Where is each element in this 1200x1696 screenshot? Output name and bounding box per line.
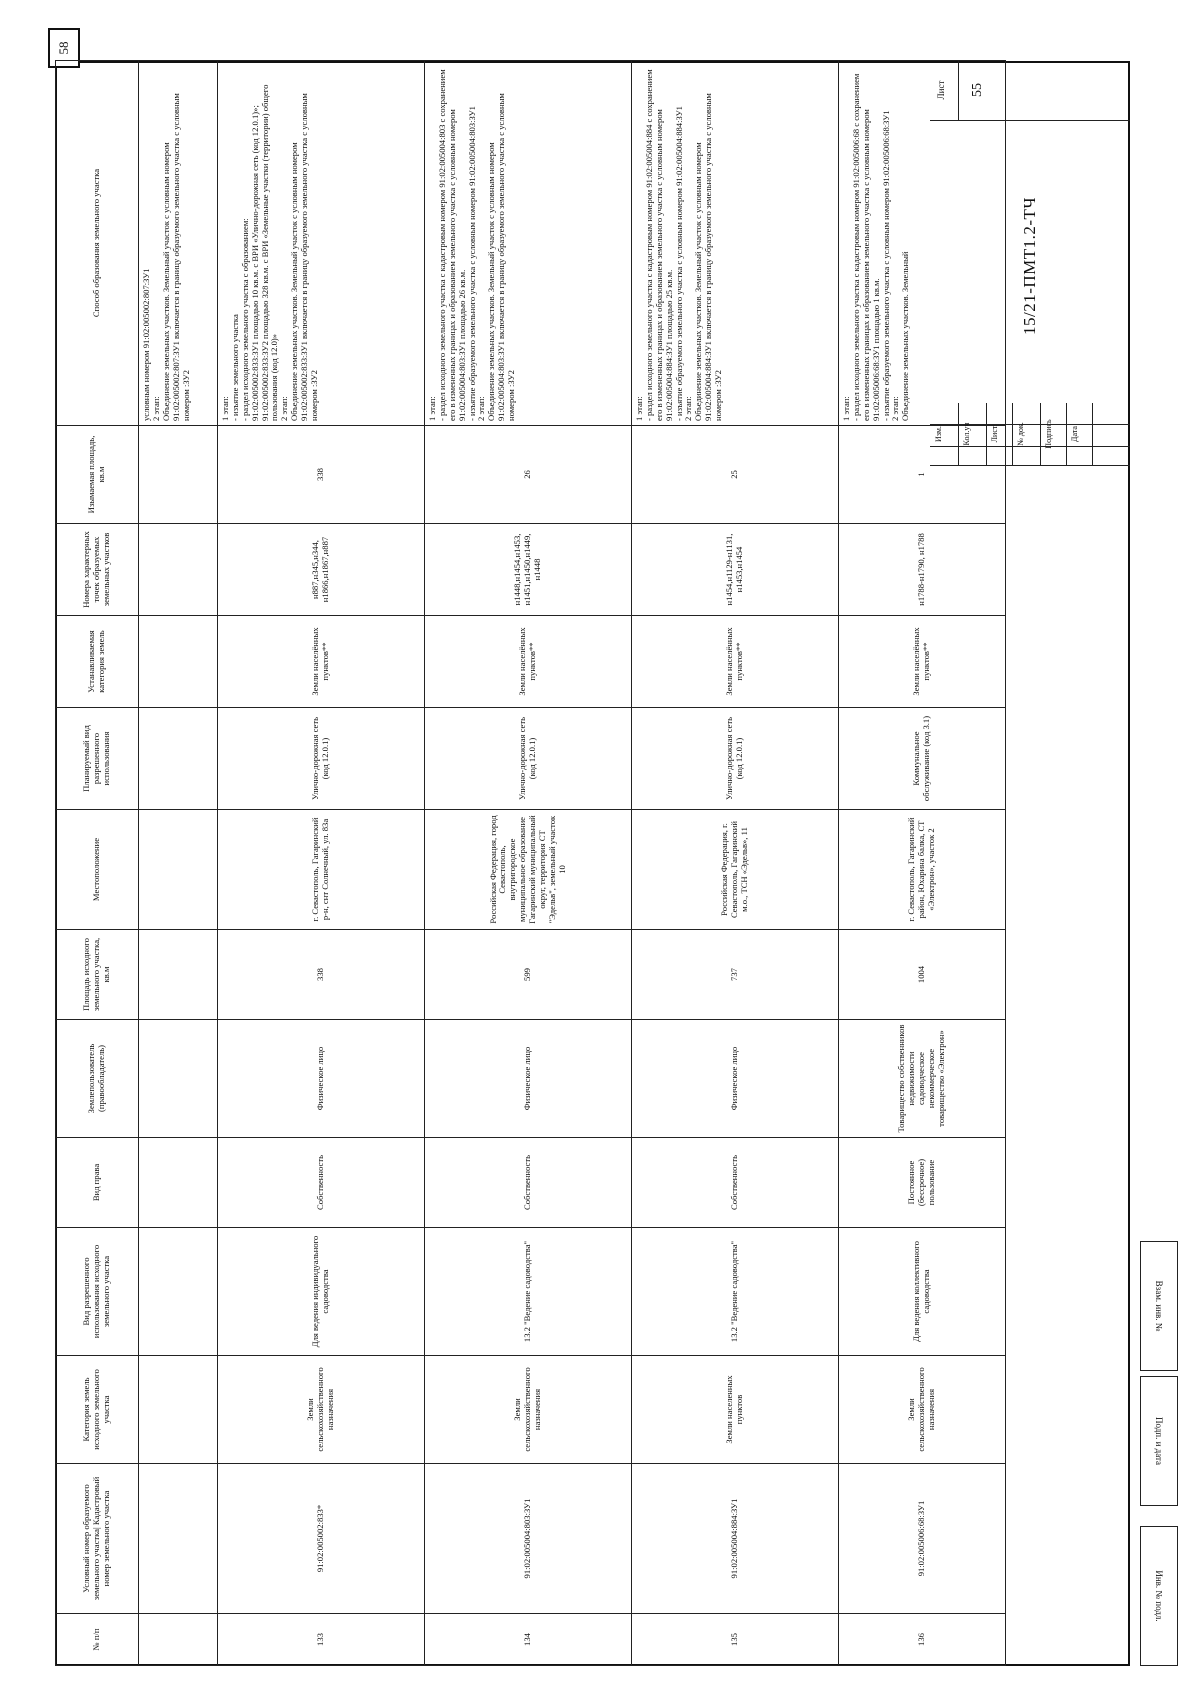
source-area: 599: [425, 930, 632, 1020]
kol-uch-label: Кол.уч: [962, 422, 971, 446]
seized-area: 25: [632, 426, 839, 524]
row-num: 136: [839, 1614, 1006, 1666]
table-row: [218, 61, 425, 1666]
sheet-number: 55: [970, 83, 985, 97]
replace-inv-label: Взам. инв. №: [1140, 1241, 1178, 1371]
location: г. Севастополь, Гагаринский р-н, снт Солнечный, ул. 83а: [218, 810, 425, 930]
col-header: Вид права: [56, 1138, 139, 1228]
new-category: Земли населённых пунктов**: [839, 616, 1006, 708]
location: г. Севастополь, Гагаринский район, Юхарина балка, СТ «Электрон», участок 2: [839, 810, 1006, 930]
seized-area: 338: [218, 426, 425, 524]
cadastral-number: 91:02:005004:884:ЗУ1: [632, 1464, 839, 1614]
ndoc-label: № док.: [1016, 422, 1025, 446]
sign-label: Подпись: [1044, 419, 1053, 449]
land-category: Земли сельскохозяйственного назначения: [218, 1356, 425, 1464]
formation-method: 1 этап: - раздел исходного земельного участка с кадастровым номером 91:02:005004:884 с сохранением его в измененных границах и образованием земельного участка с условным номером 91:02:005004:884:ЗУ1 площадью 25 кв.м. - изъятие образуемого земельного участка с условным номером 91:02:005004:884:ЗУ1 2 этап: Объединение земельных участков. Земельный участок с условным номером 91:02:005004:884:ЗУ1 включается в границу образуемого земельного участка с условным номером :ЗУ2: [632, 61, 839, 426]
col-header: Способ образования земельного участка: [56, 61, 139, 426]
table-row: [632, 61, 839, 1666]
continuation-text: условным номером 91:02:005002:807:ЗУ1 2 этап: Объединение земельных участков. Земельный участок с условным номером 91:02:005002:807:ЗУ1 включается в границу образуемого земельного участка с условным номером :ЗУ2: [139, 61, 218, 426]
col-header: Площадь исходного земельного участка, кв.м: [56, 930, 139, 1020]
permitted-use: 13.2 "Ведение садоводства": [632, 1228, 839, 1356]
new-category: Земли населённых пунктов**: [632, 616, 839, 708]
new-category: Земли населённых пунктов**: [425, 616, 632, 708]
planned-use: Улично-дорожная сеть (код 12.0.1): [632, 708, 839, 810]
planned-use: Улично-дорожная сеть (код 12.0.1): [218, 708, 425, 810]
col-header: № п/п: [56, 1614, 139, 1666]
formation-method: 1 этап: - раздел исходного земельного участка с кадастровым номером 91:02:005004:803 с сохранением его в измененных границах и образованием земельного участка с условным номером 91:02:005004:803:ЗУ1 площадью 26 кв.м. - изъятие образуемого земельного участка с условным номером 91:02:005004:803:ЗУ1 2 этап: Объединение земельных участков. Земельный участок с условным номером 91:02:005004:803:ЗУ1 включается в границу образуемого земельного участка с условным номером :ЗУ2: [425, 61, 632, 426]
new-category: Земли населённых пунктов**: [218, 616, 425, 708]
land-plots-table: [55, 60, 1006, 1666]
sign-date-label: Подп. и дата: [1140, 1376, 1178, 1506]
continuation-row: [139, 61, 218, 1666]
col-header: Изымаемая площадь, кв.м: [56, 426, 139, 524]
col-header: Планируемый вид разрешенного использования: [56, 708, 139, 810]
row-num: 135: [632, 1614, 839, 1666]
izm-label: Изм.: [934, 426, 943, 442]
source-area: 1004: [839, 930, 1006, 1020]
sheet-label: Лист: [936, 80, 946, 100]
col-header: Вид разрешенного использования исходного земельного участка: [56, 1228, 139, 1356]
land-category: Земли населенных пунктов: [632, 1356, 839, 1464]
title-block: [930, 61, 1130, 466]
row-num: 134: [425, 1614, 632, 1666]
right-type: Собственность: [632, 1138, 839, 1228]
planned-use: Коммунальное обслуживание (код 3.1): [839, 708, 1006, 810]
side-stamp: [1140, 1241, 1178, 1666]
location: Российская Федерация, г. Севастополь, Гагаринский м.о., ТСН «Эдельв», 11: [632, 810, 839, 930]
planned-use: Улично-дорожная сеть (код 12.0.1): [425, 708, 632, 810]
col-header: Номера характерных точек образуемых земельных участков: [56, 524, 139, 616]
col-header: Землепользователь (правообладатель): [56, 1020, 139, 1138]
point-numbers: н1454,н1129-н1131, н1453,н1454: [632, 524, 839, 616]
right-type: Постоянное (бессрочное) пользование: [839, 1138, 1006, 1228]
row-num: 133: [218, 1614, 425, 1666]
permitted-use: Для ведения индивидуального садоводства: [218, 1228, 425, 1356]
permitted-use: 13.2 "Ведение садоводства": [425, 1228, 632, 1356]
source-area: 737: [632, 930, 839, 1020]
date-label: Дата: [1070, 426, 1079, 442]
col-header: Местоположение: [56, 810, 139, 930]
revision-columns: [930, 403, 1130, 466]
permitted-use: Для ведения коллективного садоводства: [839, 1228, 1006, 1356]
col-header: Категория земель исходного земельного участка: [56, 1356, 139, 1464]
point-numbers: н1448,н1454,н1453, н1451,н1450,н1449, н1448: [425, 524, 632, 616]
land-user: Товарищество собственников недвижимости садоводческое некоммерческое товарищество «Электрон»: [839, 1020, 1006, 1138]
col-header: Устанавливаемая категория земель: [56, 616, 139, 708]
top-sheet-number: 58: [48, 28, 80, 68]
table-row: [425, 61, 632, 1666]
list-label: Лист: [990, 425, 999, 443]
point-numbers: н887,н345,н344, н1866,н1867,н887: [218, 524, 425, 616]
seized-area: 26: [425, 426, 632, 524]
inv-original-label: Инв. № подл.: [1140, 1526, 1178, 1666]
source-area: 338: [218, 930, 425, 1020]
land-category: Земли сельскохозяйственного назначения: [425, 1356, 632, 1464]
land-category: Земли сельскохозяйственного назначения: [839, 1356, 1006, 1464]
point-numbers: н1788-н1790, н1788: [839, 524, 1006, 616]
cadastral-number: 91:02:005004:803:ЗУ1: [425, 1464, 632, 1614]
formation-method: 1 этап: - изъятие земельного участка - раздел исходного земельного участка с образованием: 91:02:005002:833:ЗУ1 площадью 10 кв.м. с ВРИ «Улично-дорожная сеть (код 12.0.1)»; 91:02:005002:833:ЗУ2 площадью 328 кв.м. с ВРИ «Земельные участки (территории) общего пользования (код 12.0)» 2 этап: Объединение земельных участков. Земельный участок с условным номером 91:02:005002:833:ЗУ1 включается в границу образуемого земельного участка с условным номером :ЗУ2: [218, 61, 425, 426]
location: Российская Федерация, город Севастополь, внутригородское муниципальное образование Гагаринский муниципальный округ, территория СТ "Эдельв", земельный участок 10: [425, 810, 632, 930]
cadastral-number: 91:02:005002:833*: [218, 1464, 425, 1614]
col-header: Условный номер образуемого земельного участка| Кадастровый номер земельного участка: [56, 1464, 139, 1614]
land-user: Физическое лицо: [425, 1020, 632, 1138]
sheet-box: [930, 60, 1130, 121]
table-header-row: [56, 61, 139, 1666]
seized-area: 1: [839, 426, 1006, 524]
document-code: 15/21-ПМТ1.2-ТЧ: [1020, 197, 1039, 336]
land-user: Физическое лицо: [632, 1020, 839, 1138]
right-type: Собственность: [425, 1138, 632, 1228]
land-user: Физическое лицо: [218, 1020, 425, 1138]
right-type: Собственность: [218, 1138, 425, 1228]
cadastral-number: 91:02:005006:68:ЗУ1: [839, 1464, 1006, 1614]
formation-method: 1 этап: - раздел исходного земельного участка с кадастровым номером 91:02:005006:68 с сохранением его в измененных границах и образованием земельного участка с условным номером 91:02:005006:68:ЗУ1 площадью 1 кв.м. - изъятие образуемого земельного участка с условным номером 91:02:005006:68:ЗУ1 2 этап: Объединение земельных участков. Земельный: [839, 61, 1006, 426]
